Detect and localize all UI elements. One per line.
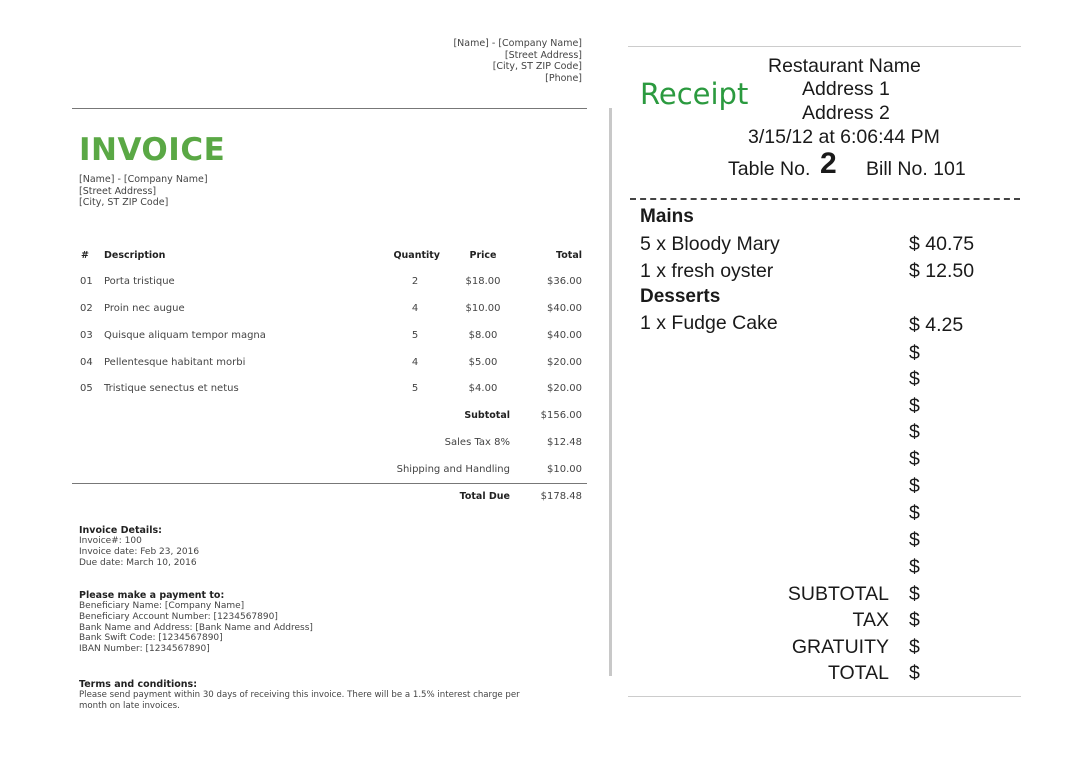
- row-quantity: 4: [411, 303, 419, 314]
- shipping-value: $10.00: [547, 464, 582, 475]
- row-description: Porta tristique: [104, 276, 175, 287]
- invoice-date: Invoice date: Feb 23, 2016: [79, 546, 200, 557]
- bill-number: Bill No. 101: [866, 158, 966, 180]
- category-mains: Mains: [640, 206, 694, 227]
- row-num: 03: [80, 330, 93, 341]
- iban-number: IBAN Number: [1234567890]: [79, 644, 210, 655]
- receipt-item-name: 5 x Bloody Mary: [640, 233, 780, 255]
- table-number: 2: [820, 147, 837, 180]
- category-desserts: Desserts: [640, 286, 721, 307]
- restaurant-address-2: Address 2: [802, 102, 890, 124]
- receipt-top-rule: [628, 46, 1021, 47]
- empty-price-dollar: $: [909, 395, 920, 417]
- receipt-item-name: 1 x Fudge Cake: [640, 312, 778, 334]
- tax-label: Sales Tax 8%: [444, 437, 510, 448]
- sender-city: [City, ST ZIP Code]: [492, 61, 582, 72]
- sender-name: [Name] - [Company Name]: [453, 38, 582, 49]
- restaurant-name: Restaurant Name: [768, 55, 921, 77]
- row-total: $36.00: [547, 276, 582, 287]
- bank-name-address: Bank Name and Address: [Bank Name and Address]: [79, 622, 313, 633]
- receipt-tax-label: TAX: [852, 609, 889, 631]
- invoice-details: [79, 525, 199, 568]
- col-total-header: Total: [556, 250, 582, 261]
- receipt-subtotal-label: SUBTOTAL: [787, 583, 889, 605]
- recipient-street: [Street Address]: [79, 185, 157, 197]
- col-price-header: Price: [469, 250, 497, 261]
- col-quantity-header: Quantity: [393, 250, 440, 261]
- row-price: $10.00: [465, 303, 501, 314]
- row-total: $40.00: [547, 330, 582, 341]
- empty-price-dollar: $: [909, 342, 920, 364]
- receipt-gratuity-value: $: [909, 636, 920, 658]
- receipt-total-value: $: [909, 662, 920, 684]
- receipt-tax-value: $: [909, 609, 920, 631]
- row-description: Pellentesque habitant morbi: [104, 357, 246, 368]
- due-date: Due date: March 10, 2016: [79, 557, 197, 568]
- col-num-header: #: [81, 250, 89, 261]
- subtotal-value: $156.00: [540, 410, 582, 421]
- terms-line-2: month on late invoices.: [79, 700, 180, 711]
- beneficiary-account: Beneficiary Account Number: [1234567890]: [79, 611, 278, 622]
- receipt-label: Receipt: [640, 77, 749, 111]
- row-num: 04: [80, 357, 93, 368]
- row-price: $4.00: [468, 383, 498, 394]
- payment-details: [79, 590, 313, 655]
- payment-title: Please make a payment to:: [79, 590, 225, 601]
- empty-price-dollar: $: [909, 421, 920, 443]
- receipt-item-name: 1 x fresh oyster: [640, 260, 774, 282]
- receipt-bottom-rule: [628, 696, 1021, 697]
- panel-divider: [609, 108, 612, 676]
- receipt-item-price: $ 40.75: [909, 233, 975, 255]
- header-rule: [72, 108, 587, 109]
- row-quantity: 5: [411, 383, 419, 394]
- receipt-datetime: 3/15/12 at 6:06:44 PM: [748, 126, 940, 148]
- total-due-value: $178.48: [540, 491, 582, 502]
- receipt-total-label: TOTAL: [827, 662, 889, 684]
- receipt-item-price: $ 4.25: [909, 314, 964, 336]
- beneficiary-name: Beneficiary Name: [Company Name]: [79, 601, 245, 611]
- terms-conditions: [79, 679, 520, 712]
- bank-swift: Bank Swift Code: [1234567890]: [79, 633, 223, 644]
- sender-street: [Street Address]: [504, 49, 582, 61]
- row-price: $18.00: [465, 276, 501, 287]
- empty-price-dollar: $: [909, 502, 920, 524]
- row-num: 01: [80, 276, 93, 287]
- recipient-block: [79, 174, 208, 209]
- row-price: $5.00: [468, 357, 498, 368]
- row-total: $20.00: [547, 357, 582, 368]
- row-total: $40.00: [547, 303, 582, 314]
- row-description: Tristique senectus et netus: [104, 383, 239, 394]
- row-num: 02: [80, 303, 93, 314]
- subtotal-label: Subtotal: [464, 410, 510, 421]
- empty-price-dollar: $: [909, 368, 920, 390]
- details-title: Invoice Details:: [79, 525, 162, 536]
- sender-block: [453, 38, 582, 84]
- empty-price-dollar: $: [909, 448, 920, 470]
- total-due-label: Total Due: [459, 491, 510, 502]
- restaurant-address-1: Address 1: [802, 78, 890, 100]
- terms-title: Terms and conditions:: [79, 679, 198, 690]
- row-total: $20.00: [547, 383, 582, 394]
- empty-price-dollar: $: [909, 475, 920, 497]
- tax-value: $12.48: [547, 437, 582, 448]
- row-num: 05: [80, 383, 93, 394]
- row-quantity: 5: [411, 330, 419, 341]
- invoice-number: Invoice#: 100: [79, 536, 142, 546]
- receipt-item-price: $ 12.50: [909, 260, 975, 282]
- row-quantity: 2: [411, 276, 419, 287]
- recipient-name: [Name] - [Company Name]: [79, 174, 208, 185]
- table-label: Table No.: [728, 158, 811, 180]
- empty-price-dollar: $: [909, 529, 920, 551]
- row-description: Quisque aliquam tempor magna: [104, 330, 266, 341]
- shipping-label: Shipping and Handling: [396, 464, 510, 475]
- receipt-subtotal-value: $: [909, 583, 920, 605]
- terms-line-1: Please send payment within 30 days of receiving this invoice. There will be a 1.5% interest charge per: [79, 690, 520, 700]
- dashed-separator: [630, 198, 1020, 200]
- row-price: $8.00: [468, 330, 498, 341]
- sender-phone: [Phone]: [545, 72, 582, 84]
- col-description-header: Description: [104, 250, 166, 261]
- recipient-city: [City, ST ZIP Code]: [79, 197, 169, 208]
- receipt-gratuity-label: GRATUITY: [791, 636, 889, 658]
- total-rule: [72, 483, 587, 484]
- empty-price-dollar: $: [909, 556, 920, 578]
- invoice-title: INVOICE: [79, 132, 226, 168]
- row-quantity: 4: [411, 357, 419, 368]
- row-description: Proin nec augue: [104, 303, 185, 314]
